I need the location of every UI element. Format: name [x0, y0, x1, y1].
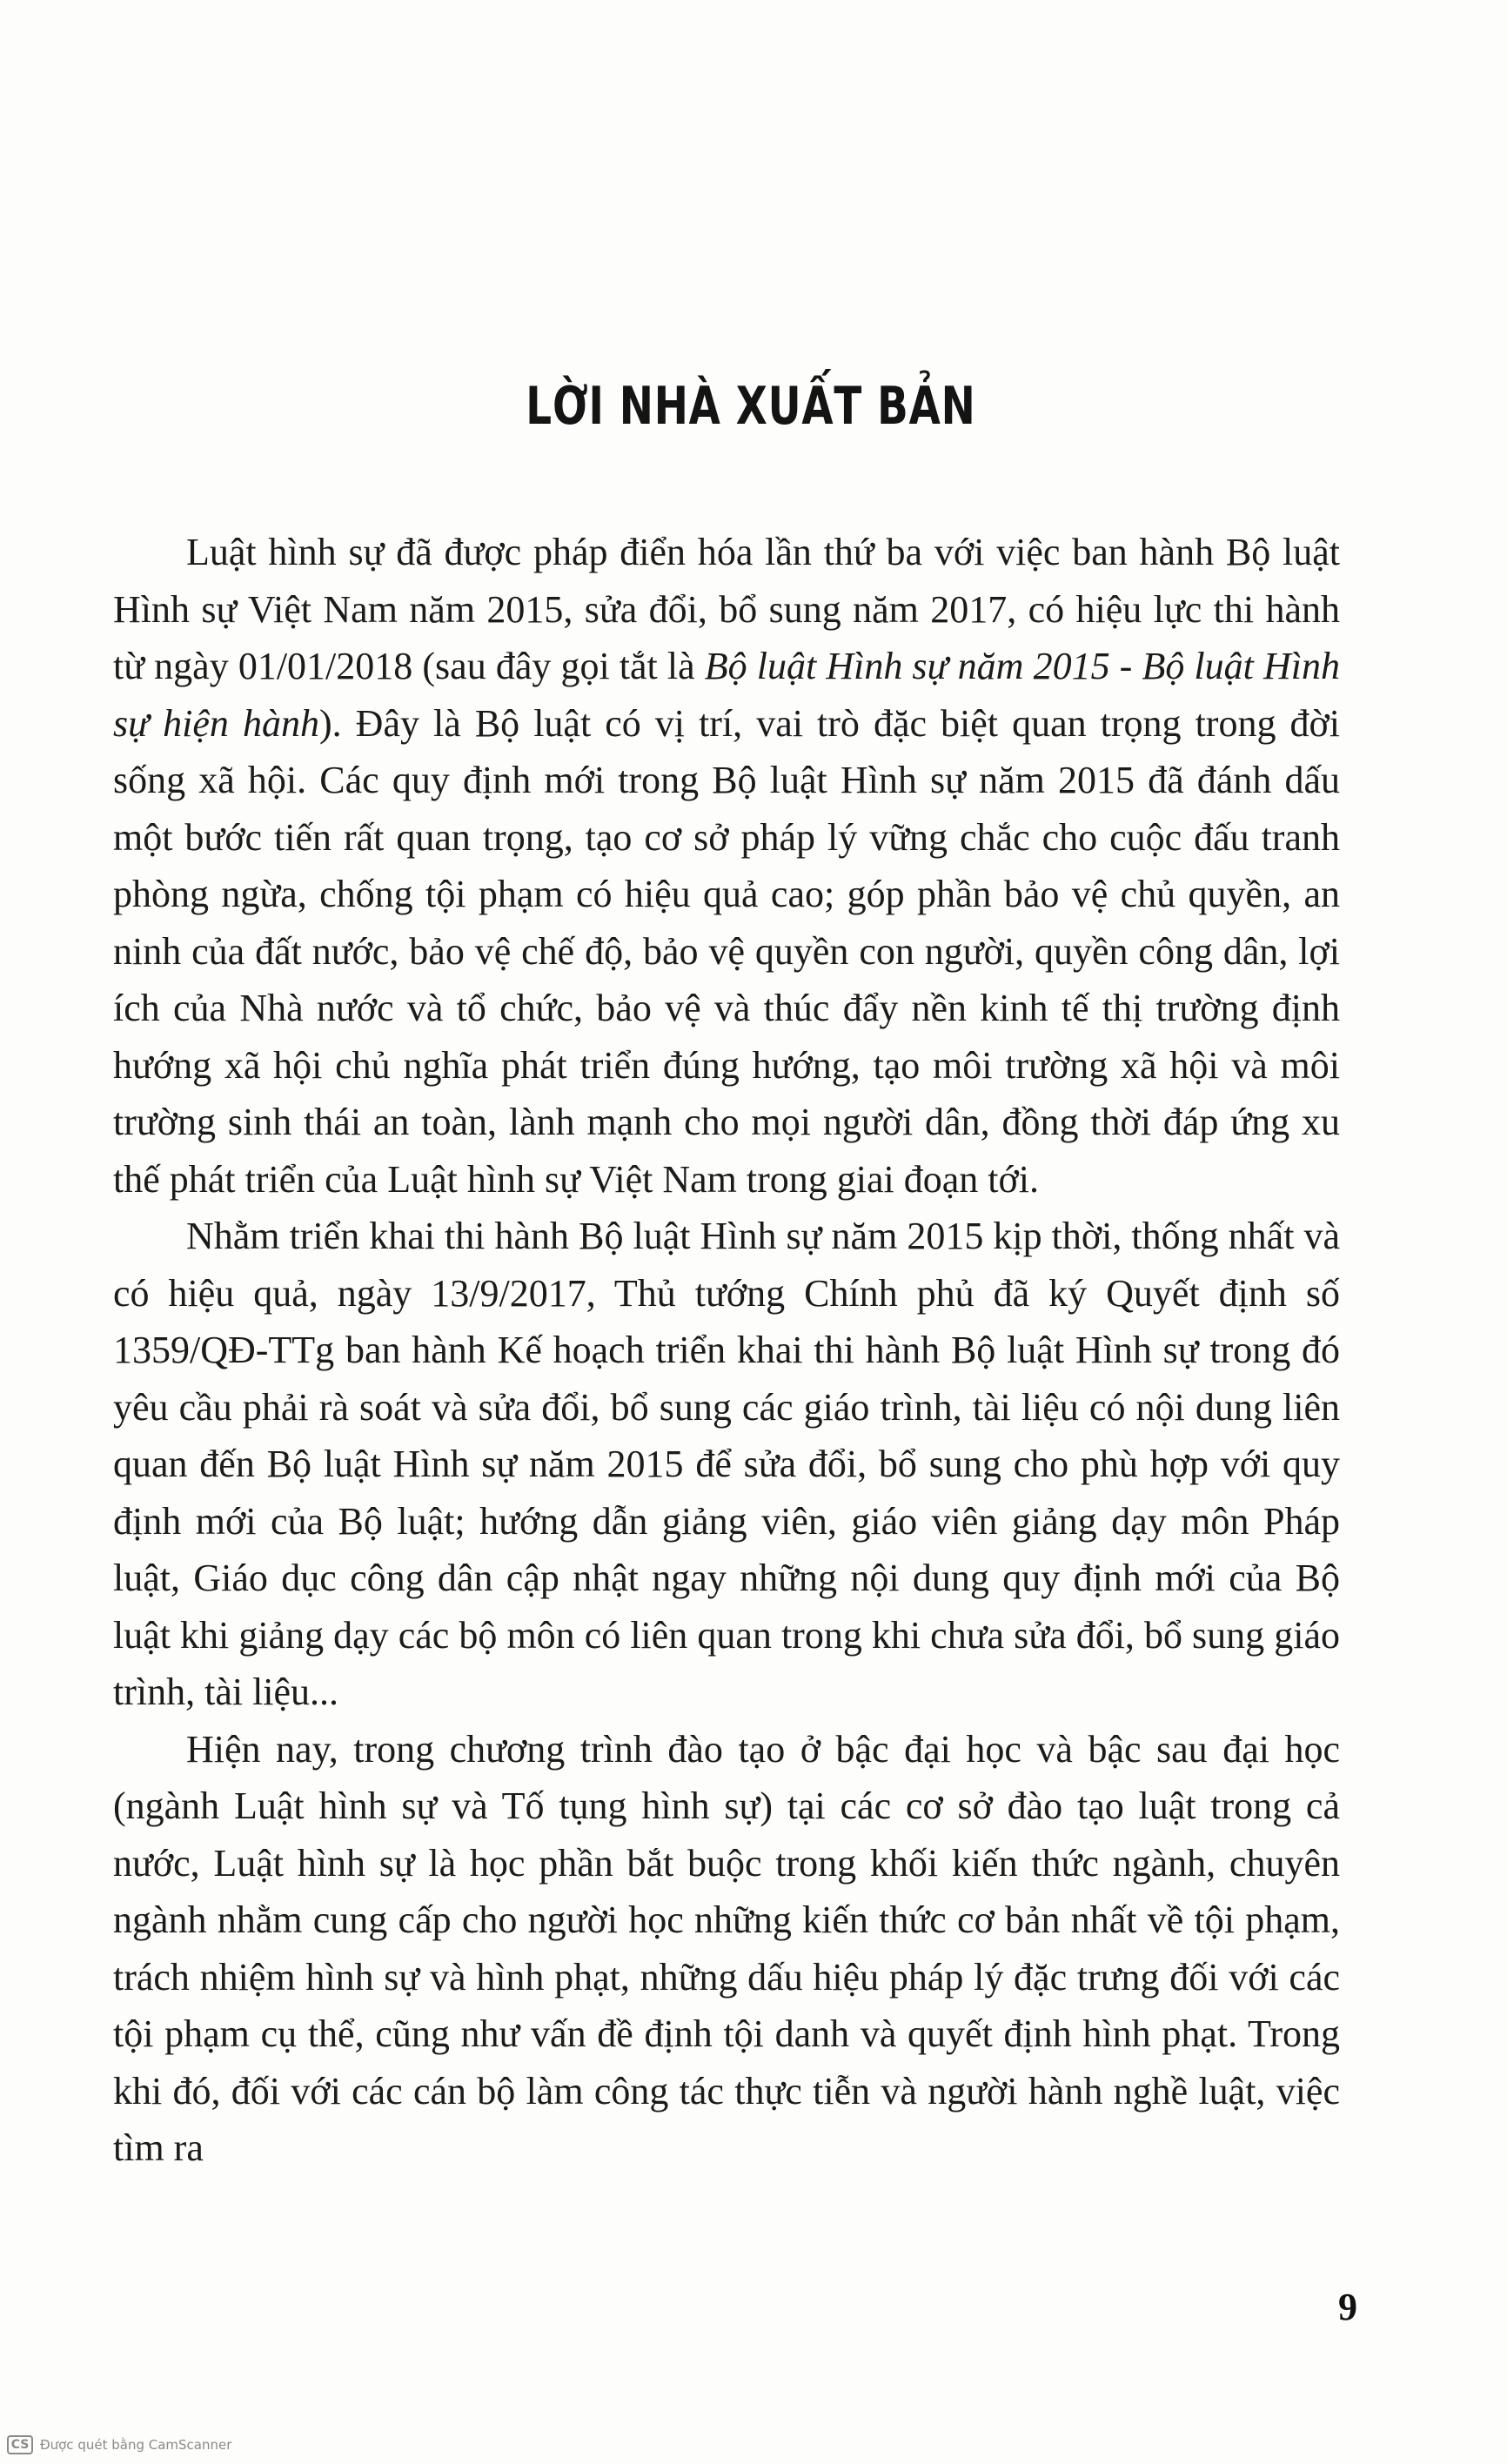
page-heading: LỜI NHÀ XUẤT BẢN — [526, 376, 976, 437]
paragraph-3: Hiện nay, trong chương trình đào tạo ở bậc đại học và bậc sau đại học (ngành Luật hình sự và Tố tụng hình sự) tại các cơ sở đào tạo luật trong cả nước, Luật hình sự là học phần bắt buộc trong khối kiến thức ngành, chuyên ngành nhằm cung cấp cho người học những kiến thức cơ bản nhất về tội phạm, trách nhiệm hình sự và hình phạt, những dấu hiệu pháp lý đặc trưng đối với các tội phạm cụ thể, cũng như vấn đề định tội danh và quyết định hình phạt. Trong khi đó, đối với các cán bộ làm công tác thực tiễn và người hành nghề luật, việc tìm ra — [113, 1727, 1340, 2169]
camscanner-logo-icon: CS — [7, 2435, 33, 2454]
paragraph-1-italic-term: Bộ luật Hình sự năm 2015 - Bộ luật Hình sự hiện hành — [113, 645, 1341, 745]
paragraph-2: Nhằm triển khai thi hành Bộ luật Hình sự năm 2015 kịp thời, thống nhất và có hiệu quả, ngày 13/9/2017, Thủ tướng Chính phủ đã ký Quyết định số 1359/QĐ-TTg ban hành Kế hoạch triển khai thi hành Bộ luật Hình sự trong đó yêu cầu phải rà soát và sửa đổi, bổ sung các giáo trình, tài liệu có nội dung liên quan đến Bộ luật Hình sự năm 2015 để sửa đổi, bổ sung cho phù hợp với quy định mới của Bộ luật; hướng dẫn giảng viên, giáo viên giảng dạy môn Pháp luật, Giáo dục công dân cập nhật ngay những nội dung quy định mới của Bộ luật khi giảng dạy các bộ môn có liên quan trong khi chưa sửa đổi, bổ sung giáo trình, tài liệu... — [113, 1215, 1340, 1713]
paragraph-1-text-b: ). Đây là Bộ luật có vị trí, vai trò đặc biệt quan trọng trong đời sống xã hội. Các quy định mới trong Bộ luật Hình sự năm 2015 đã đánh dấu một bước tiến rất quan trọng, tạo cơ sở pháp lý vững chắc cho cuộc đấu tranh phòng ngừa, chống tội phạm có hiệu quả cao; góp phần bảo vệ chủ quyền, an ninh của đất nước, bảo vệ chế độ, bảo vệ quyền con người, quyền công dân, lợi ích của Nhà nước và tổ chức, bảo vệ và thúc đẩy nền kinh tế thị trường định hướng xã hội chủ nghĩa phát triển đúng hướng, tạo môi trường xã hội và môi trường sinh thái an toàn, lành mạnh cho mọi người dân, đồng thời đáp ứng xu thế phát triển của Luật hình sự Việt Nam trong giai đoạn tới. — [113, 701, 1340, 1201]
scanner-caption: Được quét bằng CamScanner — [40, 2437, 232, 2453]
paragraph-1 — [113, 524, 1340, 1208]
scanner-watermark — [7, 2433, 231, 2457]
body-text — [113, 524, 1340, 2177]
paragraph-1-text-a: Luật hình sự đã được pháp điển hóa lần thứ ba với việc ban hành Bộ luật Hình sự Việt Nam năm 2015, sửa đổi, bổ sung năm 2017, có hiệu lực thi hành từ ngày 01/01/2018 (sau đây gọi tắt là — [113, 531, 1340, 687]
page-number: 9 — [1338, 2286, 1357, 2328]
